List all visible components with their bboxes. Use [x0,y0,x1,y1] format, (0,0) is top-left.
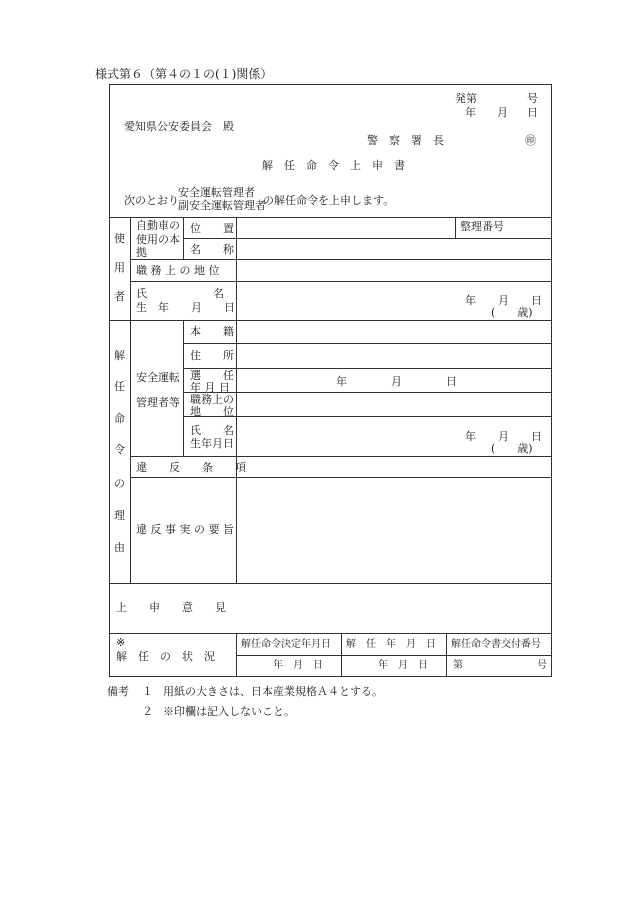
rule-reason-bottom [109,583,552,584]
name-label-1: 氏 名 [190,424,234,437]
reason-label-6: 理 [114,509,125,522]
manager-label-2: 管理者等 [136,396,180,409]
note-1-number: １ [142,685,153,698]
manager-birth-ymd: 年 月 日 [465,430,542,443]
status-val-number-prefix: 第 [453,660,463,671]
reason-label-5: の [114,477,125,490]
name-label-2: 生年月日 [190,437,234,450]
manager-age: ( 歳) [491,442,533,455]
reason-label-2: 任 [114,380,125,393]
reason-label-4: 令 [114,443,125,456]
user-birth-ymd: 年 月 日 [465,294,542,307]
status-col-order-number: 解任命令書交付番号 [451,639,541,650]
status-label: 解 任 の 状 況 [116,650,215,663]
name-label: 名 称 [190,243,234,256]
header-day: 日 [527,106,538,119]
user-label-2: 用 [114,261,125,274]
issue-prefix: 発第 [455,92,477,105]
birth-label: 生 年 月 日 [136,301,235,314]
base-label-2: 使用の本 [136,233,180,246]
header-year: 年 [465,106,476,119]
base-label-3: 拠 [136,246,147,259]
body-role-1: 安全運転管理者 [178,186,255,199]
manager-label-1: 安全運転 [136,371,180,384]
addressee: 愛知県公安委員会 殿 [124,120,234,133]
seal-mark: ㊞ [525,134,536,147]
note-2-number: ２ [142,705,153,718]
location-label: 位 置 [190,222,234,235]
reason-label-7: 由 [114,541,125,554]
base-label-1: 自動車の [136,219,180,232]
form-number: 様式第６（第４の１の(１)関係） [95,67,273,81]
opinion-label: 上 申 意 見 [116,601,226,614]
post-label-1: 職務上の [190,393,234,406]
status-val-decision-date: 年 月 日 [273,660,323,671]
appoint-label-2: 年 月 日 [190,381,230,394]
status-mark: ※ [116,636,126,649]
violation-facts-label: 違 反 事 実 の 要 旨 [136,523,234,536]
position-label: 職 務 上 の 地 位 [136,264,220,277]
body-prefix: 次のとおり [124,194,179,207]
rule-user-bottom [109,320,552,321]
user-label-3: 者 [114,290,125,303]
violation-clause-label: 違 反 条 項 [136,461,246,474]
user-label-1: 使 [114,232,125,245]
address-label: 住 所 [190,349,234,362]
status-col-dismissal-date: 解 任 年 月 日 [346,639,436,650]
note-1-text: 用紙の大きさは、日本産業規格Ａ４とする。 [163,685,383,698]
reason-label-1: 解 [114,349,125,362]
status-val-number-suffix: 号 [537,660,547,671]
body-suffix: の解任命令を上申します。 [263,194,395,207]
body-role-2: 副安全運転管理者 [178,199,266,212]
reason-label-3: 命 [114,412,125,425]
domicile-label: 本 籍 [190,325,234,338]
header-month: 月 [497,106,508,119]
rule-header-bottom [109,217,552,218]
status-val-dismissal-date: 年 月 日 [378,660,428,671]
status-col-decision-date: 解任命令決定年月日 [241,639,331,650]
post-label-2: 地 位 [190,405,234,418]
rule-opinion-bottom [109,633,552,634]
notes-label: 備考 [107,685,129,698]
form-title: 解 任 命 令 上 申 書 [262,159,405,172]
issue-suffix: 号 [527,92,538,105]
appoint-label-1: 選 任 [190,369,234,382]
signer-title: 警 察 署 長 [367,134,444,147]
person-name-label: 氏 名 [136,287,224,300]
mgmt-number-label: 整理番号 [460,220,504,233]
user-age: ( 歳) [491,306,533,319]
appoint-date: 年 月 日 [336,375,457,388]
note-2-text: ※印欄は記入しないこと。 [163,705,295,718]
